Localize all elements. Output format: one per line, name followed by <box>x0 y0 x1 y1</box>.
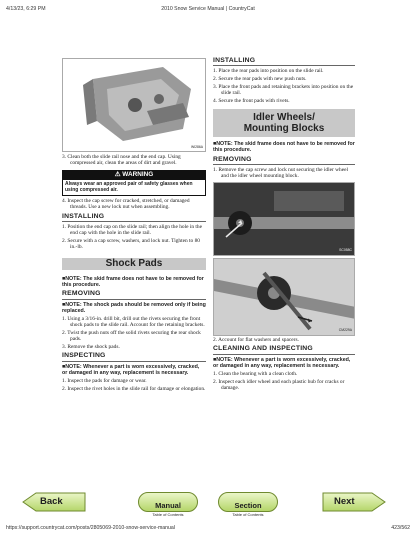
step-3: 3. Clean both the slide rail nose and the end cap. Using compressed air, clean the areas of dirt and gravel. <box>62 153 181 166</box>
banner-line-1: Idler Wheels/ <box>253 112 315 124</box>
right-column <box>213 58 355 393</box>
idler-wheel-illustration-2 <box>214 259 355 335</box>
clean-step-2: 2. Inspect each idler wheel and each plastic hub for cracks or damage. <box>213 378 345 392</box>
idler-wheel-illustration-1 <box>214 183 355 255</box>
shock-pads-banner: Shock Pads <box>62 258 206 270</box>
section-toc-button[interactable] <box>218 492 278 517</box>
installing-heading-left: INSTALLING <box>62 214 206 222</box>
installing-heading-right: INSTALLING <box>213 58 355 66</box>
print-url: https://support.countrycat.com/posts/2805069-2010-snow-service-manual <box>6 525 175 531</box>
print-header <box>0 6 416 16</box>
photo3-caption: CM229A <box>338 328 352 333</box>
inspect-step-2: 2. Inspect the rivet holes in the slide rail for damage or elongation. <box>62 385 206 392</box>
idler-wheel-photo-2 <box>213 258 355 336</box>
banner-line-2: Mounting Blocks <box>243 123 325 135</box>
manual-label: Manual <box>155 501 181 510</box>
inspecting-heading-left: INSPECTING <box>62 353 206 361</box>
next-label: Next <box>334 496 355 507</box>
print-title: 2010 Snow Service Manual | CountryCat <box>161 6 255 12</box>
pad-install-step-3: 3. Place the front pads and retaining brackets into position on the slide rail. <box>213 83 354 97</box>
warning-title: ⚠ WARNING <box>62 170 206 180</box>
note-shock-pads: ■NOTE: The shock pads should be removed only if being replaced. <box>62 301 206 314</box>
next-button[interactable] <box>322 492 386 512</box>
removing-heading-left: REMOVING <box>62 291 206 299</box>
pad-install-step-1: 1. Place the rear pads into position on the slide rail. <box>213 68 324 75</box>
inspect-step-1: 1. Inspect the pads for damage or wear. <box>62 378 147 385</box>
idler-remove-step-1: 1. Remove the cap screw and lock nut securing the idler wheel and the idler wheel mounting block. <box>213 166 349 180</box>
end-cap-photo <box>62 58 206 152</box>
clean-step-1: 1. Clean the bearing with a clean cloth. <box>213 371 298 378</box>
install-step-1: 1. Position the end cap on the slide rail; then align the hole in the end cap with the hole in the slide rail. <box>62 223 202 237</box>
note-skid-frame-right: ■NOTE: The skid frame does not have to be removed for this procedure. <box>213 141 355 154</box>
manual-sub-label: Table of Contents <box>152 512 184 517</box>
photo2-caption: SC058C <box>339 248 352 253</box>
print-page-count: 423/562 <box>391 525 410 531</box>
pad-install-step-4: 4. Secure the front pads with rivets. <box>213 97 290 104</box>
remove-step-2: 2. Twist the push nuts off the solid rivets securing the rear shock pads. <box>62 330 201 343</box>
warning-text: Always wear an approved pair of safety glasses when using compressed air. <box>62 180 206 196</box>
photo1-caption: WI286A <box>190 144 203 149</box>
idler-wheels-banner <box>213 109 355 137</box>
back-button[interactable] <box>22 492 86 512</box>
print-datetime: 4/13/23, 6:29 PM <box>6 6 46 12</box>
section-sub-label: Table of Contents <box>232 512 264 517</box>
remove-step-3: 3. Remove the shock pads. <box>62 344 120 351</box>
back-label: Back <box>40 496 63 507</box>
note-worn-parts-right: ■NOTE: Whenever a part is worn excessively, cracked, or damaged in any way, replacement is necessary. <box>213 356 351 369</box>
idler-wheel-photo-1 <box>213 182 355 256</box>
section-label: Section <box>234 501 262 510</box>
manual-toc-button[interactable] <box>138 492 198 517</box>
left-column <box>62 58 206 394</box>
note-skid-frame: ■NOTE: The skid frame does not have to be removed for this procedure. <box>62 275 204 289</box>
idler-remove-step-2: 2. Account for flat washers and spacers. <box>213 337 299 344</box>
cleaning-heading: CLEANING AND INSPECTING <box>213 346 355 354</box>
install-step-2: 2. Secure with a cap screw, washers, and lock nut. Tighten to 80 in.-lb. <box>62 237 200 251</box>
step-4: 4. Inspect the cap screw for cracked, stretched, or damaged threads. Use a new lock nut when assembling. <box>62 197 190 211</box>
end-cap-illustration <box>63 59 206 151</box>
remove-step-1: 1. Using a 3/16-in. drill bit, drill out the rivets securing the front shock pads to the slide rail. Account for the retaining brackets. <box>62 315 205 329</box>
removing-heading-right: REMOVING <box>213 157 355 165</box>
note-worn-parts: ■NOTE: Whenever a part is worn excessively, cracked, or damaged in any way, replacement is necessary. <box>62 363 200 376</box>
pad-install-step-2: 2. Secure the rear pads with new push nuts. <box>213 76 307 83</box>
